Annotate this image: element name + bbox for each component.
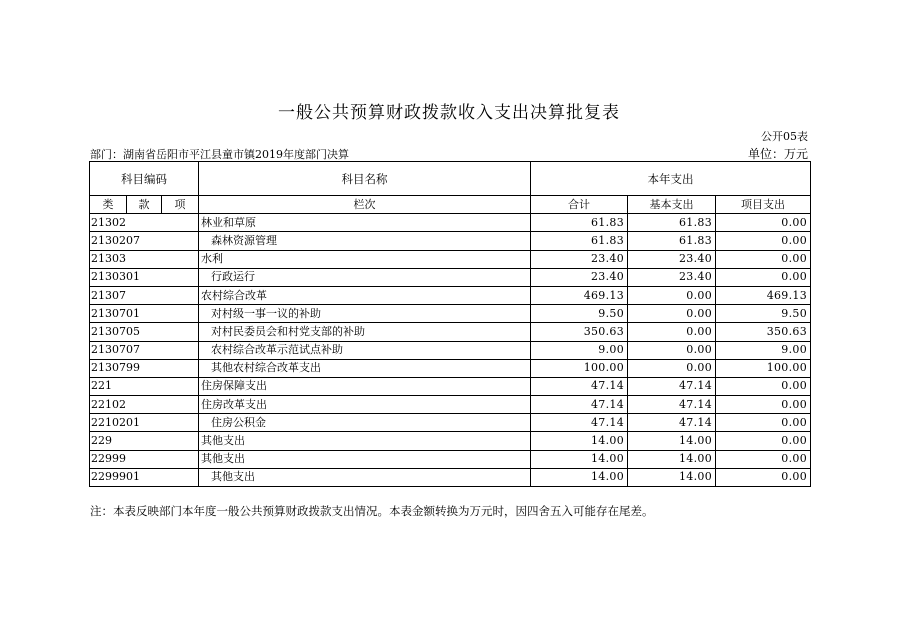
subject-name-cell: 农村综合改革示范试点补助 xyxy=(199,341,531,359)
project-cell: 0.00 xyxy=(716,232,811,250)
header-row-2 xyxy=(90,196,811,214)
subject-code-cell: 21302 xyxy=(90,214,199,232)
project-cell: 0.00 xyxy=(716,268,811,286)
subject-code-cell: 2130707 xyxy=(90,341,199,359)
header-subject-code: 科目编码 xyxy=(90,162,199,196)
project-cell: 9.50 xyxy=(716,305,811,323)
basic-cell: 14.00 xyxy=(628,432,716,450)
basic-cell: 23.40 xyxy=(628,250,716,268)
basic-cell: 14.00 xyxy=(628,468,716,486)
footnote: 注：本表反映部门本年度一般公共预算财政拨款支出情况。本表金额转换为万元时，因四舍五入可能存在尾差。 xyxy=(90,504,654,518)
table-row xyxy=(90,214,811,232)
header-column: 栏次 xyxy=(199,196,531,214)
total-cell: 47.14 xyxy=(531,377,628,395)
table-row xyxy=(90,232,811,250)
subject-name-cell: 住房改革支出 xyxy=(199,396,531,414)
subject-name-cell: 行政运行 xyxy=(199,268,531,286)
total-cell: 100.00 xyxy=(531,359,628,377)
subject-code-cell: 21303 xyxy=(90,250,199,268)
basic-cell: 47.14 xyxy=(628,414,716,432)
project-cell: 9.00 xyxy=(716,341,811,359)
table-row xyxy=(90,396,811,414)
total-cell: 9.50 xyxy=(531,305,628,323)
table-row xyxy=(90,305,811,323)
subject-code-cell: 229 xyxy=(90,432,199,450)
header-xiang: 项 xyxy=(162,196,199,214)
basic-cell: 14.00 xyxy=(628,450,716,468)
header-current-year: 本年支出 xyxy=(531,162,811,196)
project-cell: 0.00 xyxy=(716,468,811,486)
project-cell: 0.00 xyxy=(716,250,811,268)
table-row xyxy=(90,323,811,341)
total-cell: 23.40 xyxy=(531,250,628,268)
subject-name-cell: 住房公积金 xyxy=(199,414,531,432)
subject-name-cell: 森林资源管理 xyxy=(199,232,531,250)
header-lei: 类 xyxy=(90,196,127,214)
project-cell: 0.00 xyxy=(716,432,811,450)
basic-cell: 0.00 xyxy=(628,359,716,377)
page-title: 一般公共预算财政拨款收入支出决算批复表 xyxy=(278,103,620,123)
total-cell: 23.40 xyxy=(531,268,628,286)
header-subject-name: 科目名称 xyxy=(199,162,531,196)
total-cell: 47.14 xyxy=(531,414,628,432)
subject-code-cell: 2130701 xyxy=(90,305,199,323)
subject-code-cell: 21307 xyxy=(90,286,199,304)
appropriation-table xyxy=(89,161,811,487)
project-cell: 0.00 xyxy=(716,414,811,432)
header-row-1 xyxy=(90,162,811,196)
project-cell: 100.00 xyxy=(716,359,811,377)
subject-name-cell: 对村级一事一议的补助 xyxy=(199,305,531,323)
total-cell: 14.00 xyxy=(531,468,628,486)
table-row xyxy=(90,268,811,286)
subject-code-cell: 2130799 xyxy=(90,359,199,377)
header-total: 合计 xyxy=(531,196,628,214)
subject-name-cell: 其他农村综合改革支出 xyxy=(199,359,531,377)
table-row xyxy=(90,432,811,450)
subject-name-cell: 其他支出 xyxy=(199,450,531,468)
subject-code-cell: 22102 xyxy=(90,396,199,414)
subject-name-cell: 水利 xyxy=(199,250,531,268)
form-number: 公开05表 xyxy=(761,130,808,143)
total-cell: 47.14 xyxy=(531,396,628,414)
table-row xyxy=(90,286,811,304)
basic-cell: 23.40 xyxy=(628,268,716,286)
header-project: 项目支出 xyxy=(716,196,811,214)
table-row xyxy=(90,414,811,432)
table-row xyxy=(90,359,811,377)
table-row xyxy=(90,468,811,486)
department-label: 部门：湖南省岳阳市平江县童市镇2019年度部门决算 xyxy=(90,148,349,161)
subject-name-cell: 林业和草原 xyxy=(199,214,531,232)
total-cell: 14.00 xyxy=(531,450,628,468)
project-cell: 469.13 xyxy=(716,286,811,304)
basic-cell: 0.00 xyxy=(628,341,716,359)
subject-code-cell: 2130705 xyxy=(90,323,199,341)
total-cell: 61.83 xyxy=(531,232,628,250)
basic-cell: 0.00 xyxy=(628,323,716,341)
total-cell: 14.00 xyxy=(531,432,628,450)
table-row xyxy=(90,450,811,468)
basic-cell: 0.00 xyxy=(628,305,716,323)
basic-cell: 0.00 xyxy=(628,286,716,304)
subject-name-cell: 其他支出 xyxy=(199,432,531,450)
unit-label: 单位：万元 xyxy=(747,147,808,161)
subject-name-cell: 农村综合改革 xyxy=(199,286,531,304)
subject-code-cell: 2299901 xyxy=(90,468,199,486)
basic-cell: 61.83 xyxy=(628,232,716,250)
project-cell: 0.00 xyxy=(716,396,811,414)
header-basic: 基本支出 xyxy=(628,196,716,214)
subject-name-cell: 住房保障支出 xyxy=(199,377,531,395)
table-row xyxy=(90,341,811,359)
table-row xyxy=(90,250,811,268)
basic-cell: 47.14 xyxy=(628,396,716,414)
subject-name-cell: 其他支出 xyxy=(199,468,531,486)
basic-cell: 61.83 xyxy=(628,214,716,232)
project-cell: 0.00 xyxy=(716,450,811,468)
total-cell: 350.63 xyxy=(531,323,628,341)
subject-code-cell: 2210201 xyxy=(90,414,199,432)
subject-name-cell: 对村民委员会和村党支部的补助 xyxy=(199,323,531,341)
table-row xyxy=(90,377,811,395)
total-cell: 469.13 xyxy=(531,286,628,304)
project-cell: 350.63 xyxy=(716,323,811,341)
project-cell: 0.00 xyxy=(716,214,811,232)
total-cell: 9.00 xyxy=(531,341,628,359)
basic-cell: 47.14 xyxy=(628,377,716,395)
total-cell: 61.83 xyxy=(531,214,628,232)
subject-code-cell: 22999 xyxy=(90,450,199,468)
header-kuan: 款 xyxy=(127,196,162,214)
project-cell: 0.00 xyxy=(716,377,811,395)
subject-code-cell: 221 xyxy=(90,377,199,395)
subject-code-cell: 2130301 xyxy=(90,268,199,286)
subject-code-cell: 2130207 xyxy=(90,232,199,250)
